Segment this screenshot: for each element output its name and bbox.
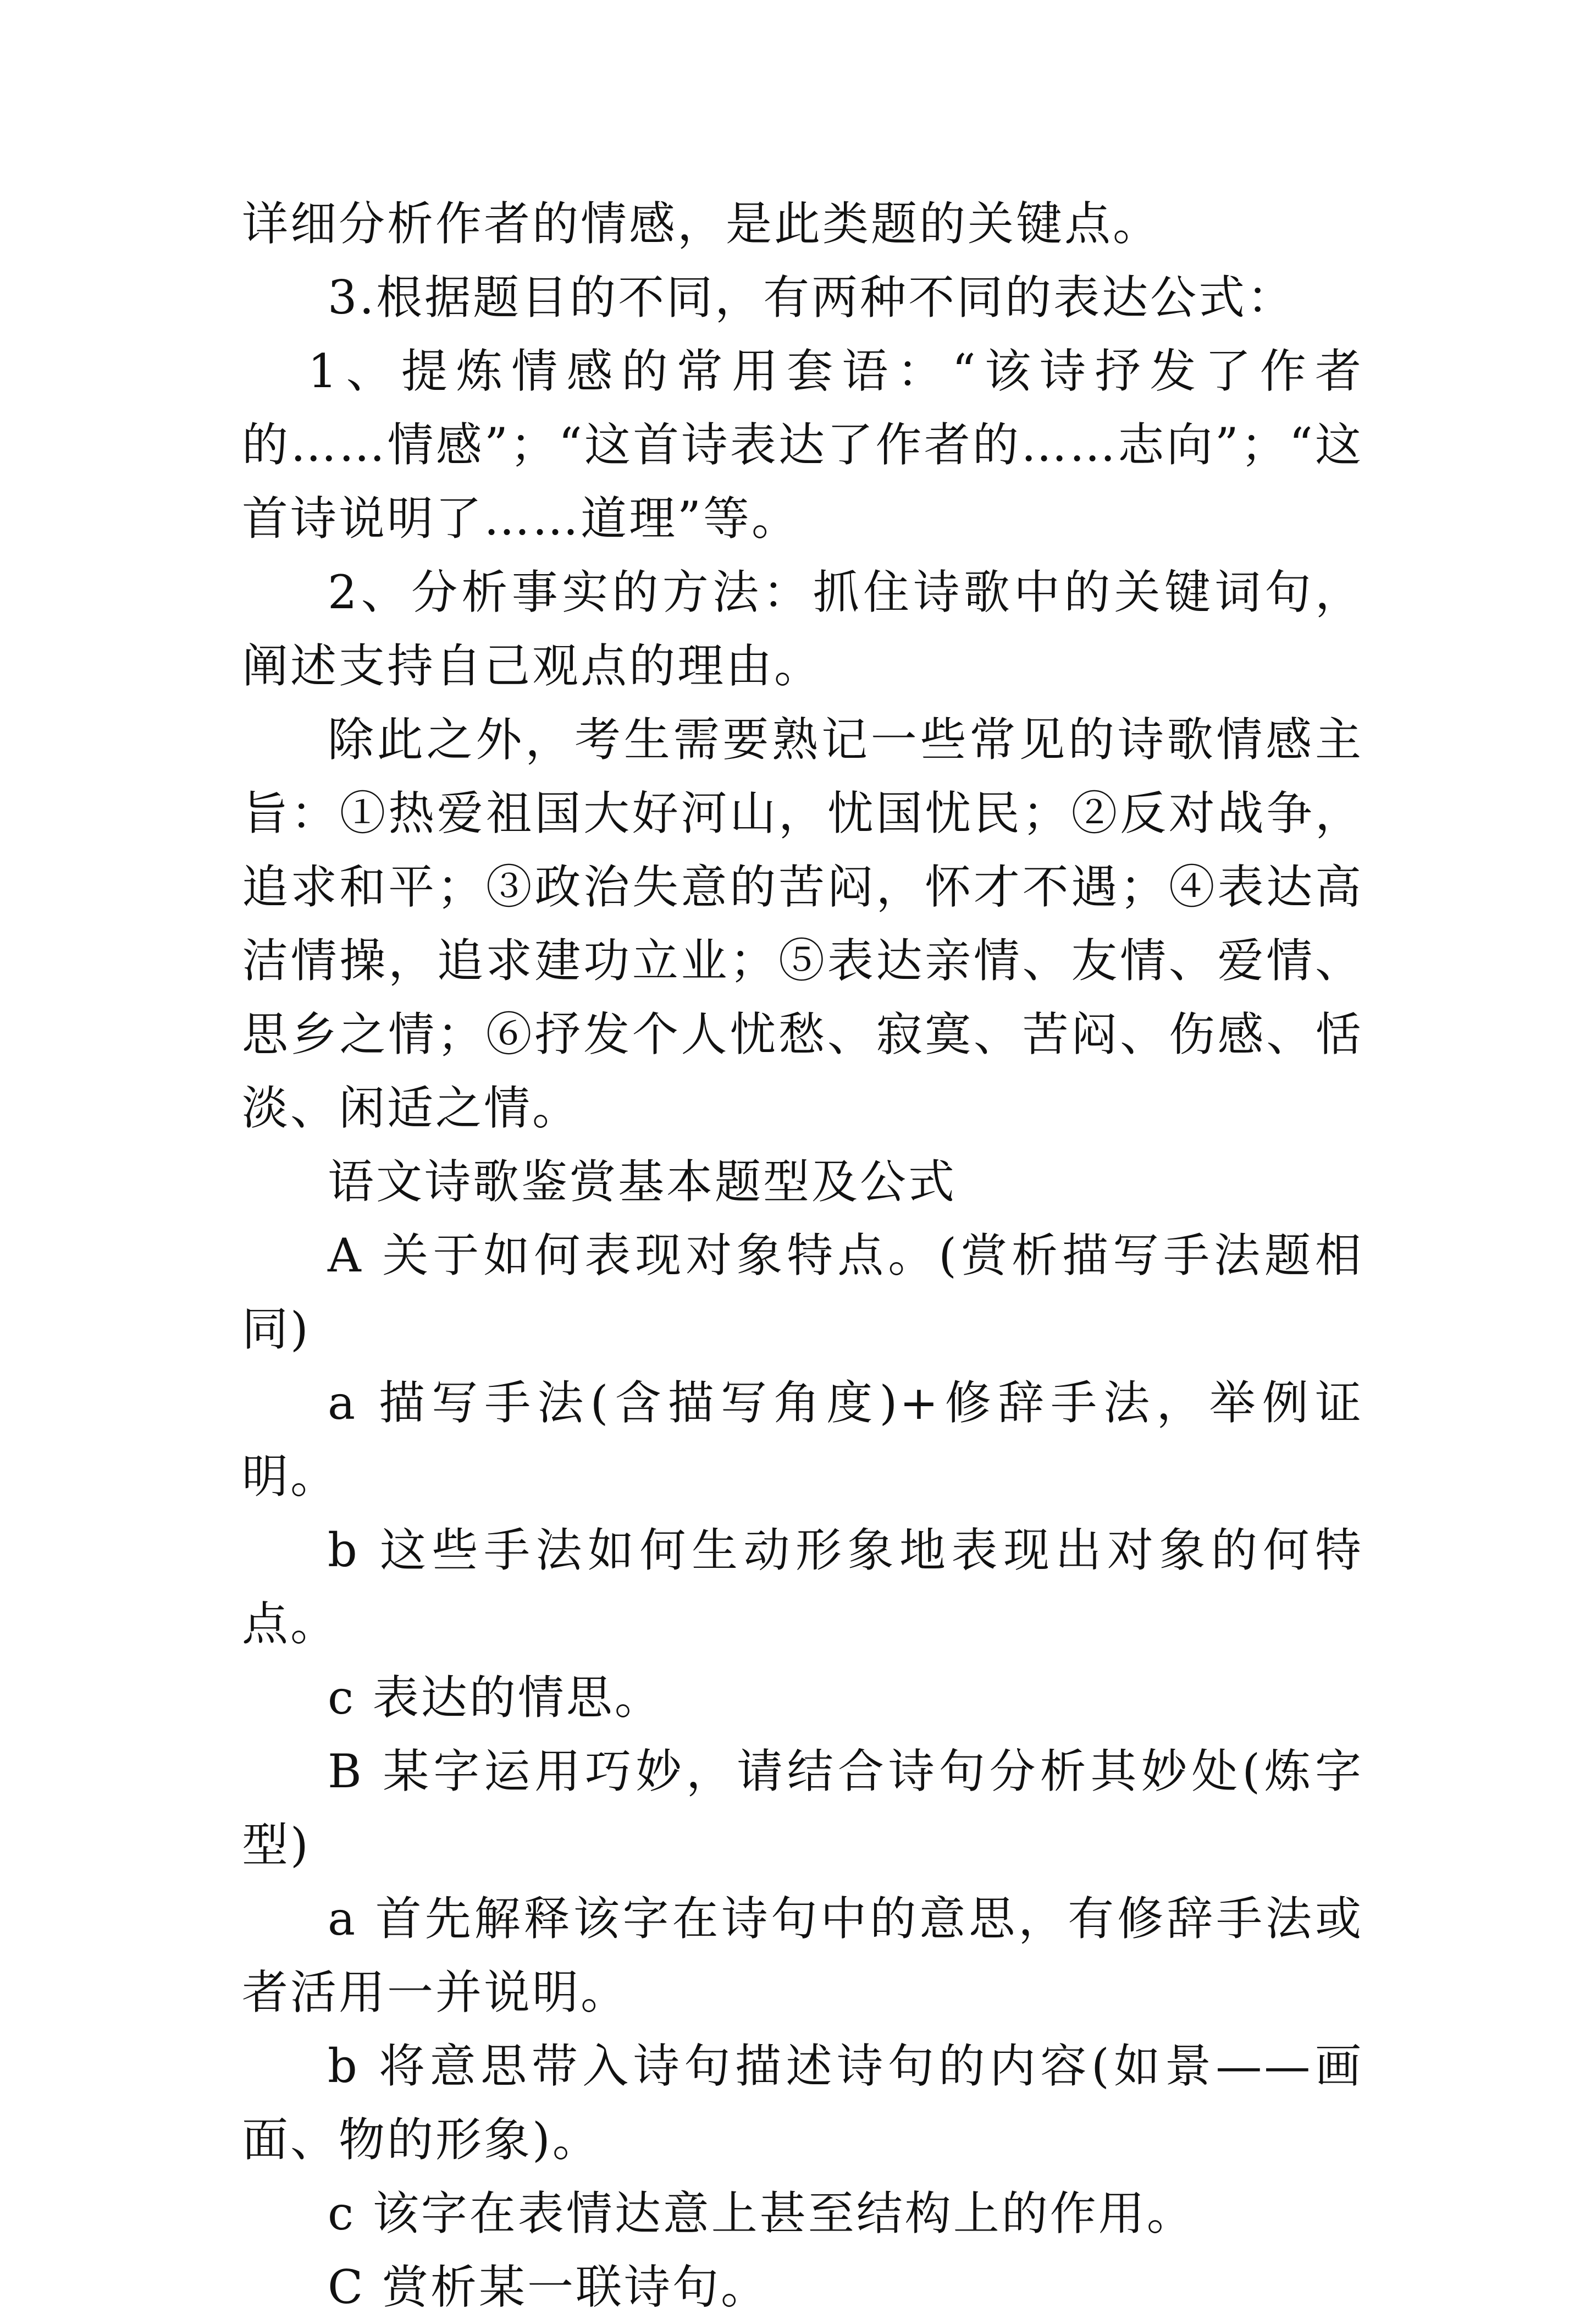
- paragraph-expression-formulas: 3.根据题目的不同，有两种不同的表达公式：: [328, 271, 1296, 324]
- item-b-point-a: a 首先解释该字在诗句中的意思，有修辞手法或者活用一并说明。: [242, 1892, 1363, 2019]
- document-body: [242, 187, 1363, 2324]
- item-a-point-c: c 表达的情思。: [328, 1671, 663, 1725]
- item-a-point-a: a 描写手法(含描写角度)+修辞手法，举例证明。: [242, 1376, 1363, 1504]
- item-b-heading: B 某字运用巧妙，请结合诗句分析其妙处(炼字型): [242, 1744, 1363, 1872]
- item-b-point-c: c 该字在表情达意上甚至结构上的作用。: [328, 2187, 1195, 2240]
- item-c-heading: C 赏析某一联诗句。: [328, 2260, 769, 2314]
- paragraph-fact-analysis: 2、分析事实的方法：抓住诗歌中的关键词句，阐述支持自己观点的理由。: [242, 565, 1363, 693]
- paragraph-common-themes: 除此之外，考生需要熟记一些常见的诗歌情感主旨：①热爱祖国大好河山，忧国忧民；②反对战争，追求和平；③政治失意的苦闷，怀才不遇；④表达高洁情操，追求建功立业；⑤表达亲情、友情、爱情、思乡之情；⑥抒发个人忧愁、寂寞、苦闷、伤感、恬淡、闲适之情。: [242, 713, 1363, 1135]
- paragraph-emotion-phrases: 1、提炼情感的常用套语：“该诗抒发了作者的……情感”；“这首诗表达了作者的……志向”；“这首诗说明了……道理”等。: [242, 344, 1363, 546]
- item-a-heading: A 关于如何表现对象特点。(赏析描写手法题相同): [242, 1229, 1363, 1356]
- paragraph-emotion-analysis: 详细分析作者的情感，是此类题的关键点。: [242, 197, 1162, 251]
- item-a-point-b: b 这些手法如何生动形象地表现出对象的何特点。: [242, 1523, 1363, 1651]
- item-b-point-b: b 将意思带入诗句描述诗句的内容(如景——画面、物的形象)。: [242, 2039, 1363, 2167]
- section-heading: 语文诗歌鉴赏基本题型及公式: [328, 1155, 957, 1209]
